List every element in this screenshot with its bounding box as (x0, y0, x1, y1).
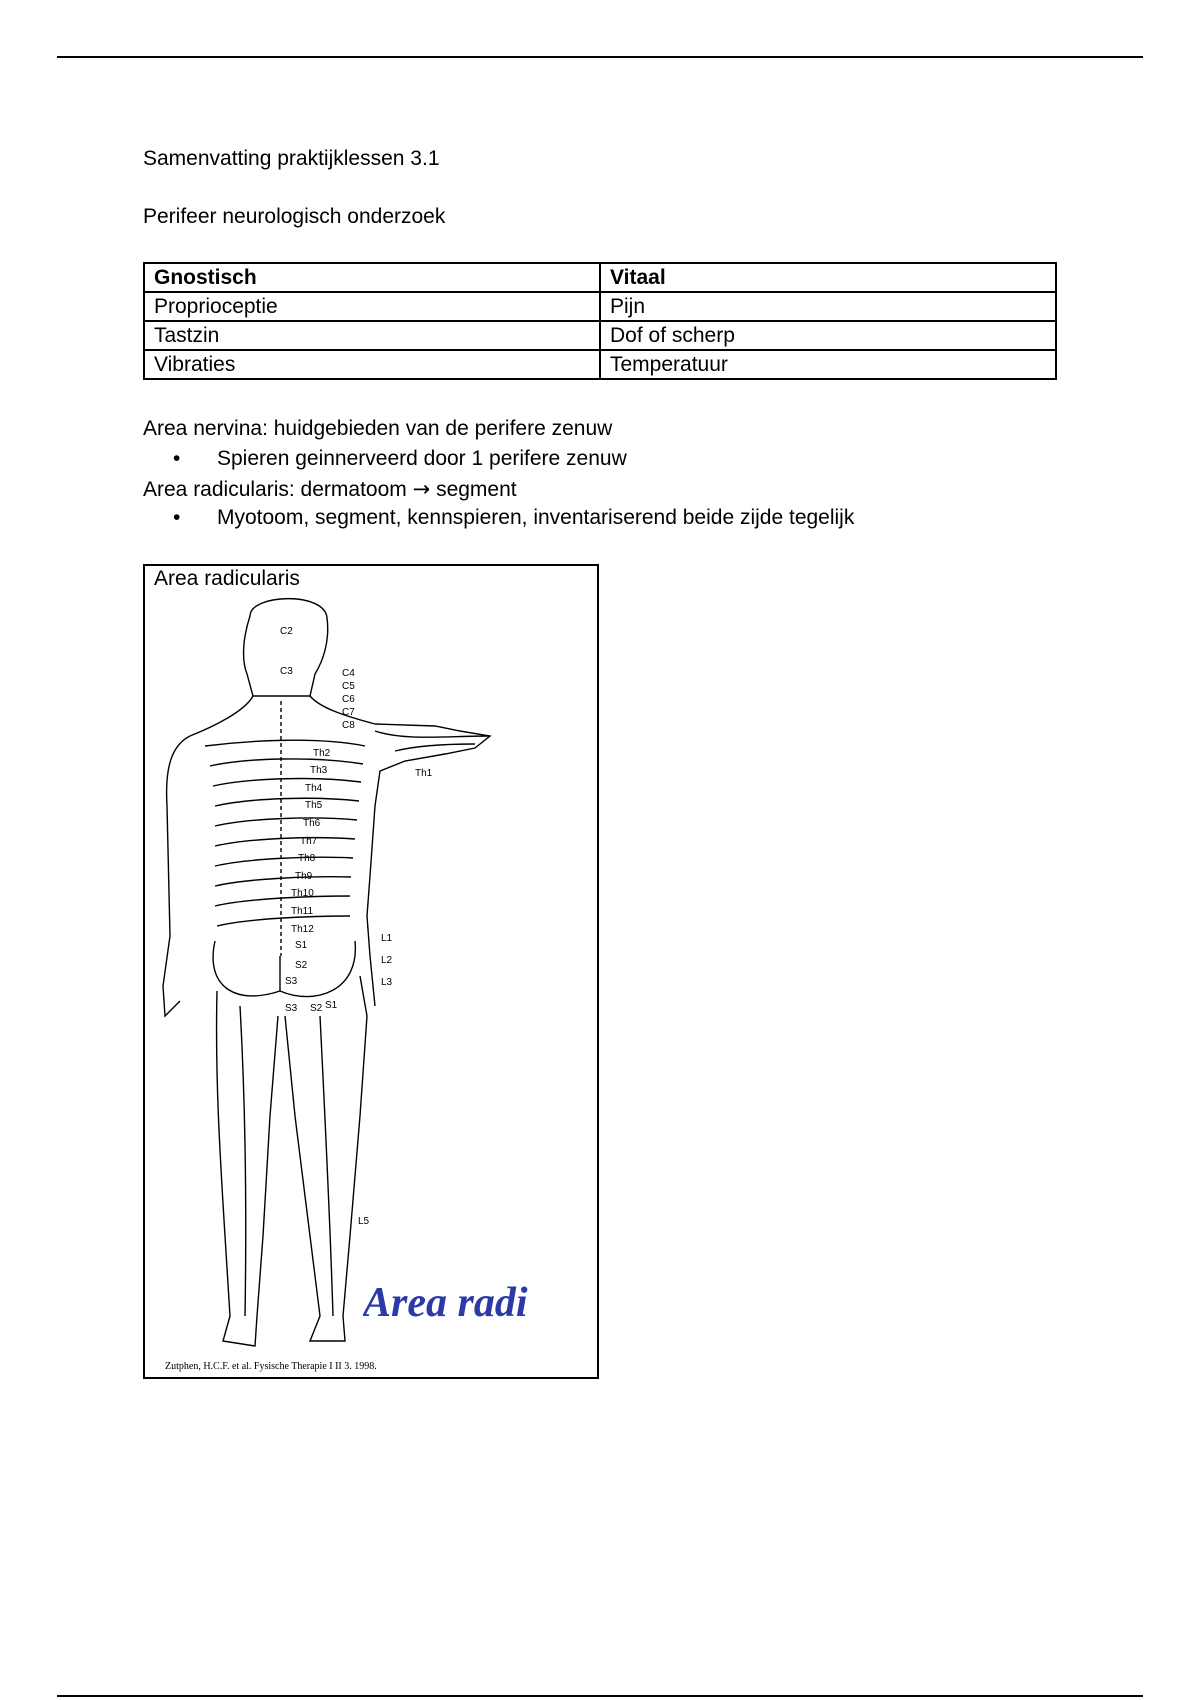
list-item (173, 446, 627, 472)
dermatome-label: C7 (342, 707, 355, 718)
dermatome-label: S3 (285, 1003, 298, 1014)
dermatome-label: Th4 (305, 783, 323, 794)
dermatome-label: Th1 (415, 768, 433, 779)
area-radicularis-prefix: Area radicularis: dermatoom (143, 478, 407, 501)
footer-rule (57, 1695, 1143, 1697)
dermatome-label: C4 (342, 668, 355, 679)
table-cell: Tastzin (144, 321, 600, 350)
figure-credit: Zutphen, H.C.F. et al. Fysische Therapie I II 3. 1998. (165, 1361, 377, 1372)
table-cell: Dof of scherp (600, 321, 1056, 350)
table-cell: Vibraties (144, 350, 600, 379)
document-title: Samenvatting praktijklessen 3.1 (143, 147, 440, 170)
dermatome-label: Th6 (303, 818, 321, 829)
table-row (144, 350, 1056, 379)
header-rule (57, 56, 1143, 58)
dermatome-label: S1 (295, 940, 308, 951)
list-item (173, 505, 854, 531)
area-nervina-text: Area nervina: huidgebieden van de perifere zenuw (143, 417, 613, 440)
dermatome-label: Th10 (291, 888, 314, 899)
dermatome-label: C5 (342, 681, 355, 692)
dermatome-figure (143, 564, 599, 1379)
dermatome-label: Th9 (295, 871, 313, 882)
dermatome-label: Th8 (298, 853, 316, 864)
sensibility-table (143, 262, 1057, 380)
dermatome-label: S2 (310, 1003, 323, 1014)
dermatome-label: Th3 (310, 765, 328, 776)
dermatome-label: S3 (285, 976, 298, 987)
dermatome-label: Th12 (291, 924, 314, 935)
dermatome-label: Th11 (291, 906, 314, 917)
bullet-icon: • (173, 506, 181, 529)
list-item-text: Spieren geinnerveerd door 1 perifere zenuw (217, 447, 627, 470)
table-cell: Temperatuur (600, 350, 1056, 379)
table-row (144, 321, 1056, 350)
dermatome-label: L3 (381, 977, 393, 988)
dermatome-label: L2 (381, 955, 393, 966)
dermatome-label: S2 (295, 960, 308, 971)
table-header-cell: Gnostisch (144, 263, 600, 292)
dermatome-label: Th5 (305, 800, 323, 811)
bullet-icon: • (173, 447, 181, 470)
dermatome-label: C6 (342, 694, 355, 705)
dermatome-label: C8 (342, 720, 355, 731)
dermatome-label: L5 (358, 1216, 370, 1227)
section-heading: Perifeer neurologisch onderzoek (143, 205, 446, 228)
table-header-cell: Vitaal (600, 263, 1056, 292)
table-row (144, 292, 1056, 321)
dermatome-label: C2 (280, 626, 293, 637)
table-header-row (144, 263, 1056, 292)
figure-watermark: Area radi (363, 1280, 528, 1326)
dermatome-label: L1 (381, 933, 393, 944)
dermatome-illustration (145, 596, 597, 1377)
dermatome-label: Th2 (313, 748, 331, 759)
figure-caption: Area radicularis (154, 567, 300, 590)
dermatome-label: S1 (325, 1000, 338, 1011)
table-cell: Pijn (600, 292, 1056, 321)
dermatome-label: Th7 (300, 836, 318, 847)
area-radicularis-text (143, 476, 517, 503)
area-radicularis-suffix: segment (436, 478, 517, 501)
table-cell: Proprioceptie (144, 292, 600, 321)
dermatome-label: C3 (280, 666, 293, 677)
list-item-text: Myotoom, segment, kennspieren, inventariserend beide zijde tegelijk (217, 506, 855, 529)
arrow-right-icon: → (412, 477, 431, 501)
